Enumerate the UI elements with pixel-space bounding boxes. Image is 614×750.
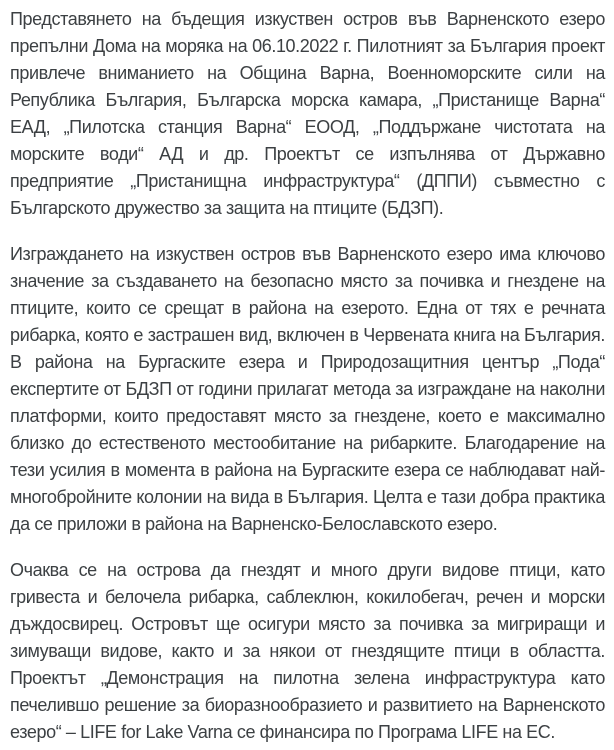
article-paragraph-island-purpose: Изграждането на изкуствен остров във Варненското езеро има ключово значение за създаването на безопасно място за почивка и гнездене на птиците, които се срещат в района на езерото. Една от тях е речната рибарка, която е застрашен вид, включен в Червената книга на България. В района на Бургаските езера и Природозащитния център „Пода“ експертите от БДЗП от години прилагат метода за изграждане на наколни платформи, които предоставят място за гнездене, което е максимално близко до естественото местообитание на рибарките. Благодарение на тези усилия в момента в района на Бургаските езера се наблюдават най-многобройните колонии на вида в България. Целта е тази добра практика да се приложи в района на Варненско-Белославското езеро. <box>10 244 605 534</box>
article-paragraph-intro: Представянето на бъдещия изкуствен остров във Варненското езеро препълни Дома на моряка на 06.10.2022 г. Пилотният за България проект привлече вниманието на Община Варна, Военноморските сили на Република България, Българска морска камара, „Пристанище Варна“ ЕАД, „Пилотска станция Варна“ ЕООД, „Поддържане чистотата на морските води“ АД и др. Проектът се изпълнява от Държавно предприятие „Пристанищна инфраструктура“ (ДППИ) съвместно с Българското дружество за защита на птиците (БДЗП). <box>10 9 605 218</box>
article-paragraph-bird-species: Очаква се на острова да гнездят и много други видове птици, като гривеста и белочела рибарка, саблеклюн, кокилобегач, речен и морски дъждосвирец. Островът ще осигури място за почивка за мигриращи и зимуващи видове, както и за някои от гнездящите птици в областта. Проектът „Демонстрация на пилотна зелена инфраструктура като печелившо решение за биоразнообразието и развитието на Варненското езеро“ – LIFE for Lake Varna се финансира по Програма LIFE на ЕС. <box>10 560 605 742</box>
